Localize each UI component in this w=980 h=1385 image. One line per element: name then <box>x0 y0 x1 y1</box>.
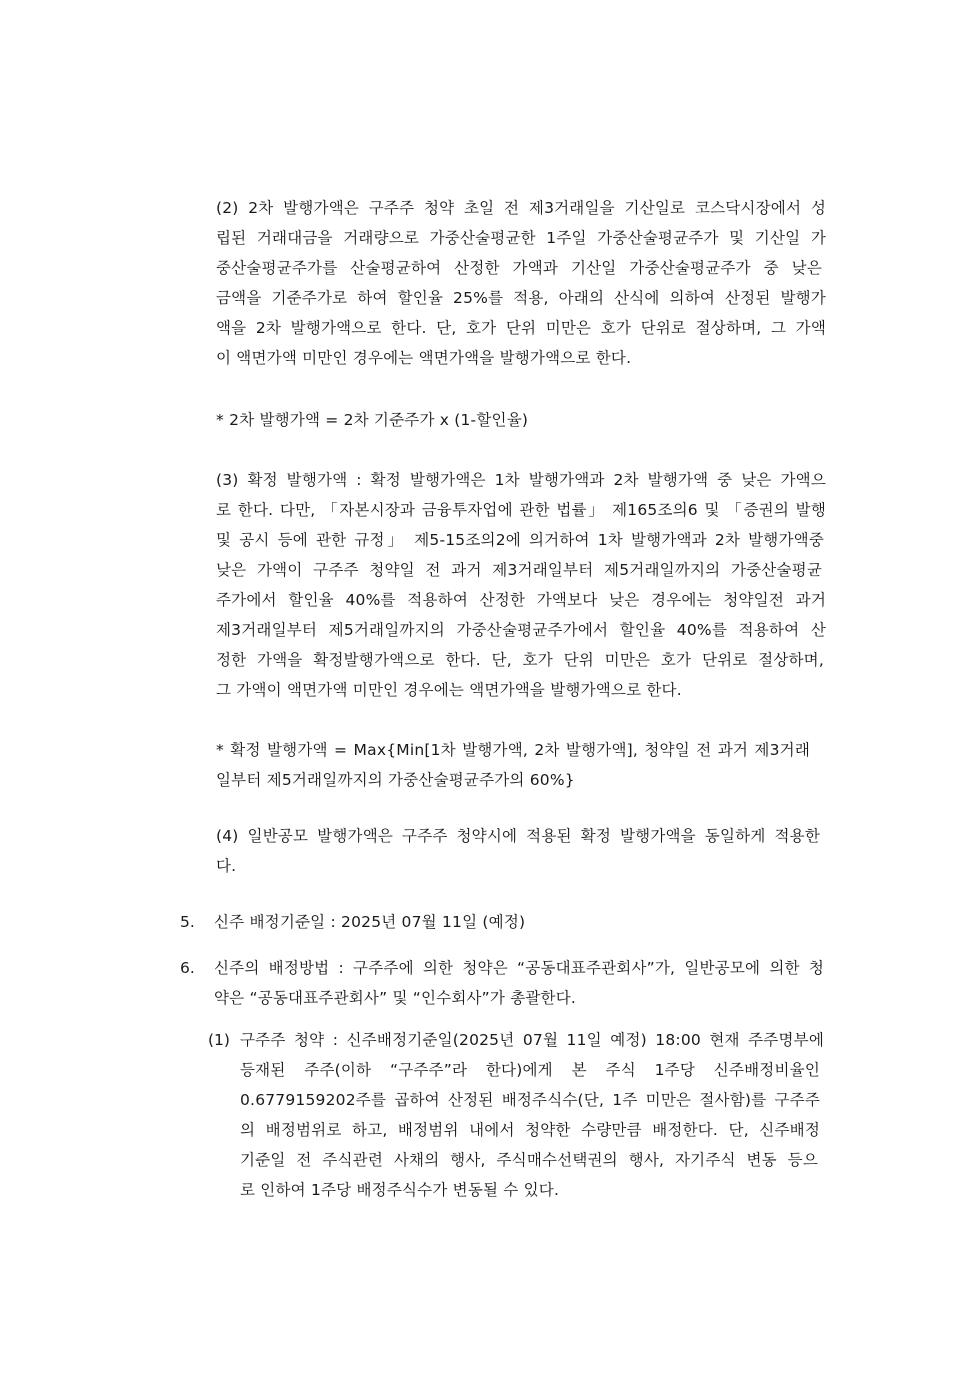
item5-number: 5. <box>180 913 195 931</box>
p2-line-2: 립된 거래대금을 거래량으로 가중산술평균한 1주일 가중산술평균주가 및 기산일 가 <box>216 229 826 247</box>
p3-formula-line-1: * 확정 발행가액 = Max{Min[1차 발행가액, 2차 발행가액], 청약일 전 과거 제3거래 <box>216 741 810 759</box>
p3-line-8: 그 가액이 액면가액 미만인 경우에는 액면가액을 발행가액으로 한다. <box>216 681 682 699</box>
item6-line-1: 신주의 배정방법 : 구주주에 의한 청약은 “공동대표주관회사”가, 일반공모에 의한 청 <box>214 959 824 977</box>
p3-line-7: 정한 가액을 확정발행가액으로 한다. 단, 호가 단위 미만은 호가 단위로 절상하며, <box>216 651 824 669</box>
p2-line-6: 이 액면가액 미만인 경우에는 액면가액을 발행가액으로 한다. <box>216 349 632 367</box>
sub1-line-6: 로 인하여 1주당 배정주식수가 변동될 수 있다. <box>240 1181 560 1199</box>
sub1-line-2: 등재된 주주(이하 “구주주”라 한다)에게 본 주식 1주당 신주배정비율인 <box>240 1061 820 1079</box>
item5-text: 신주 배정기준일 : 2025년 07월 11일 (예정) <box>214 913 526 931</box>
p2-line-3: 중산술평균주가를 산술평균하여 산정한 가액과 기산일 가중산술평균주가 중 낮은 <box>216 259 822 277</box>
sub1-line-3: 0.6779159202주를 곱하여 산정된 배정주식수(단, 1주 미만은 절사함)를 구주주 <box>240 1091 820 1109</box>
p3-line-1: (3) 확정 발행가액 : 확정 발행가액은 1차 발행가액과 2차 발행가액 중 낮은 가액으 <box>216 471 826 489</box>
p2-line-5: 액을 2차 발행가액으로 한다. 단, 호가 단위 미만은 호가 단위로 절상하며, 그 가액 <box>216 319 826 337</box>
p3-line-6: 제3거래일부터 제5거래일까지의 가중산술평균주가에서 할인율 40%를 적용하여 산 <box>216 621 826 639</box>
sub1-line-4: 의 배정범위로 하고, 배정범위 내에서 청약한 수량만큼 배정한다. 단, 신주배정 <box>240 1121 820 1139</box>
p3-formula-line-2: 일부터 제5거래일까지의 가중산술평균주가의 60%} <box>216 771 575 789</box>
p2-line-4: 금액을 기준주가로 하여 할인율 25%를 적용, 아래의 산식에 의하여 산정된 발행가 <box>216 289 826 307</box>
sub1-line-1: 구주주 청약 : 신주배정기준일(2025년 07월 11일 예정) 18:00 현재 주주명부에 <box>240 1031 824 1049</box>
sub1-number: (1) <box>208 1031 230 1049</box>
p4-line-1: (4) 일반공모 발행가액은 구주주 청약시에 적용된 확정 발행가액을 동일하게 적용한 <box>216 827 820 845</box>
item6-number: 6. <box>180 959 195 977</box>
sub1-line-5: 기준일 전 주식관련 사채의 행사, 주식매수선택권의 행사, 자기주식 변동 등으 <box>240 1151 818 1169</box>
p3-line-5: 주가에서 할인율 40%를 적용하여 산정한 가액보다 낮은 경우에는 청약일전 과거 <box>216 591 826 609</box>
item6-line-2: 약은 “공동대표주관회사” 및 “인수회사”가 총괄한다. <box>214 989 577 1007</box>
p2-formula: * 2차 발행가액 = 2차 기준주가 x (1-할인율) <box>216 411 529 429</box>
p3-line-2: 로 한다. 다만, 「자본시장과 금융투자업에 관한 법률」 제165조의6 및 「증권의 발행 <box>216 501 826 519</box>
p3-line-4: 낮은 가액이 구주주 청약일 전 과거 제3거래일부터 제5거래일까지의 가중산술평균 <box>216 561 822 579</box>
p3-line-3: 및 공시 등에 관한 규정」 제5-15조의2에 의거하여 1차 발행가액과 2차 발행가액중 <box>216 531 824 549</box>
p4-line-2: 다. <box>216 857 237 875</box>
p2-line-1: (2) 2차 발행가액은 구주주 청약 초일 전 제3거래일을 기산일로 코스닥시장에서 성 <box>216 199 826 217</box>
